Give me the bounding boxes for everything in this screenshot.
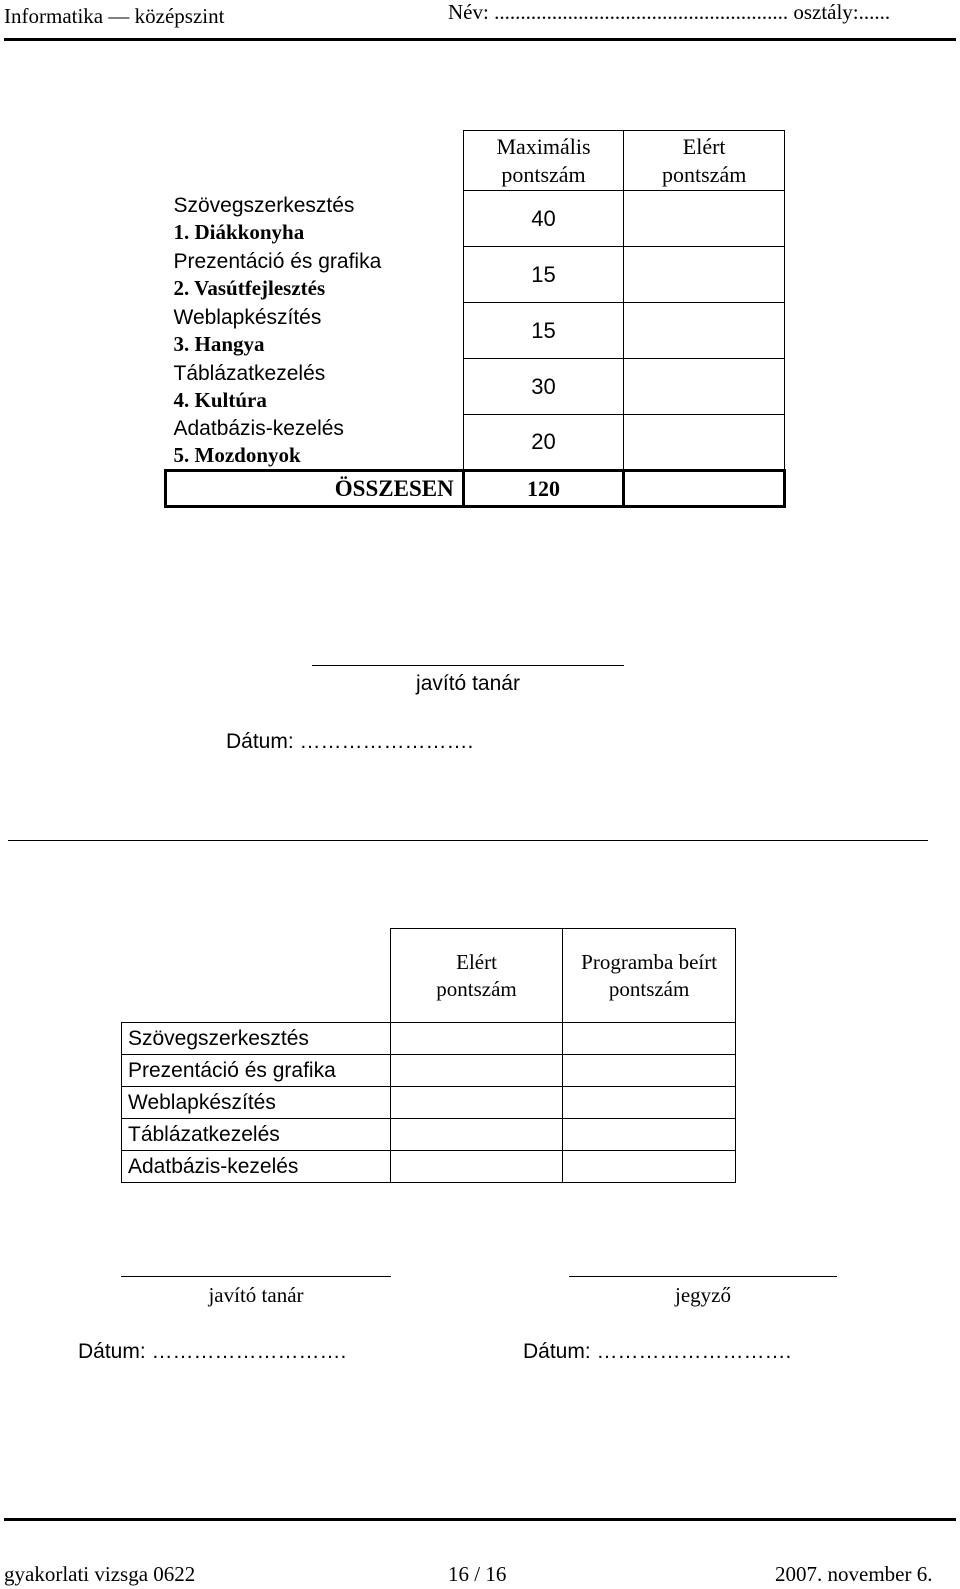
task-label: 5. Mozdonyok — [173, 442, 301, 467]
subject-label: Prezentáció és grafika — [122, 1055, 391, 1087]
max-score-cell: 20 — [463, 415, 624, 471]
teacher-signature-line — [121, 1276, 391, 1277]
achieved-score-cell[interactable] — [624, 247, 785, 303]
header-right: Név: ........................................................ osztály:...... — [448, 0, 891, 24]
teacher-signature-label: javító tanár — [208, 1283, 304, 1307]
achieved-score-cell[interactable] — [624, 191, 785, 247]
section-separator — [8, 840, 928, 841]
footer-rule — [4, 1518, 956, 1521]
achieved-score-header: Elért pontszám — [390, 929, 562, 1023]
max-score-cell: 40 — [463, 191, 624, 247]
program-score-cell[interactable] — [563, 1151, 736, 1183]
table1-row-label — [166, 415, 464, 471]
teacher-date-field[interactable]: Dátum: ………………………. — [78, 1340, 347, 1363]
program-score-header: Programba beírt pontszám — [563, 929, 736, 1023]
max-score-cell: 15 — [463, 247, 624, 303]
task-label: 4. Kultúra — [173, 387, 267, 412]
max-score-cell: 15 — [463, 303, 624, 359]
subject-label: Szövegszerkesztés — [122, 1023, 391, 1055]
achieved-score-cell[interactable] — [624, 359, 785, 415]
achieved-score-cell[interactable] — [390, 1055, 562, 1087]
footer-right: 2007. november 6. — [775, 1562, 933, 1586]
subject-label: Adatbázis-kezelés — [173, 416, 344, 440]
footer-center: 16 / 16 — [448, 1562, 507, 1586]
task-label: 2. Vasútfejlesztés — [173, 275, 326, 300]
footer-left: gyakorlati vizsga 0622 — [4, 1562, 196, 1586]
header-rule — [4, 38, 956, 41]
registrar-date-field[interactable]: Dátum: ………………………. — [523, 1340, 792, 1363]
table1-row-label — [166, 359, 464, 415]
task-label: 1. Diákkonyha — [173, 219, 305, 244]
achieved-score-cell[interactable] — [390, 1087, 562, 1119]
total-max-cell: 120 — [463, 471, 624, 507]
header-left: Informatika — középszint — [4, 4, 225, 28]
subject-label: Prezentáció és grafika — [173, 249, 382, 273]
subject-label: Táblázatkezelés — [173, 361, 326, 385]
signature-label: javító tanár — [416, 672, 520, 695]
total-achieved-cell[interactable] — [624, 471, 785, 507]
date-field[interactable]: Dátum: ……………………. — [226, 730, 474, 753]
program-score-cell[interactable] — [563, 1119, 736, 1151]
registrar-signature-label: jegyző — [675, 1283, 731, 1307]
achieved-score-cell[interactable] — [390, 1151, 562, 1183]
score-table-2 — [121, 928, 736, 1183]
total-label: ÖSSZESEN — [166, 471, 464, 507]
table1-row-label — [166, 247, 464, 303]
subject-label: Weblapkészítés — [122, 1087, 391, 1119]
program-score-cell[interactable] — [563, 1023, 736, 1055]
max-score-header: Maximális pontszám — [463, 131, 624, 191]
table1-row-label — [166, 303, 464, 359]
registrar-signature-line — [569, 1276, 837, 1277]
subject-label: Adatbázis-kezelés — [122, 1151, 391, 1183]
program-score-cell[interactable] — [563, 1055, 736, 1087]
achieved-score-cell[interactable] — [390, 1023, 562, 1055]
max-score-cell: 30 — [463, 359, 624, 415]
achieved-score-cell[interactable] — [624, 415, 785, 471]
signature-line — [312, 665, 624, 666]
score-table-1 — [164, 130, 786, 508]
table1-row-label — [166, 191, 464, 247]
achieved-score-cell[interactable] — [624, 303, 785, 359]
achieved-score-cell[interactable] — [390, 1119, 562, 1151]
task-label: 3. Hangya — [173, 331, 265, 356]
program-score-cell[interactable] — [563, 1087, 736, 1119]
subject-label: Weblapkészítés — [173, 305, 322, 329]
subject-label: Szövegszerkesztés — [173, 193, 355, 217]
achieved-score-header: Elért pontszám — [624, 131, 785, 191]
subject-label: Táblázatkezelés — [122, 1119, 391, 1151]
